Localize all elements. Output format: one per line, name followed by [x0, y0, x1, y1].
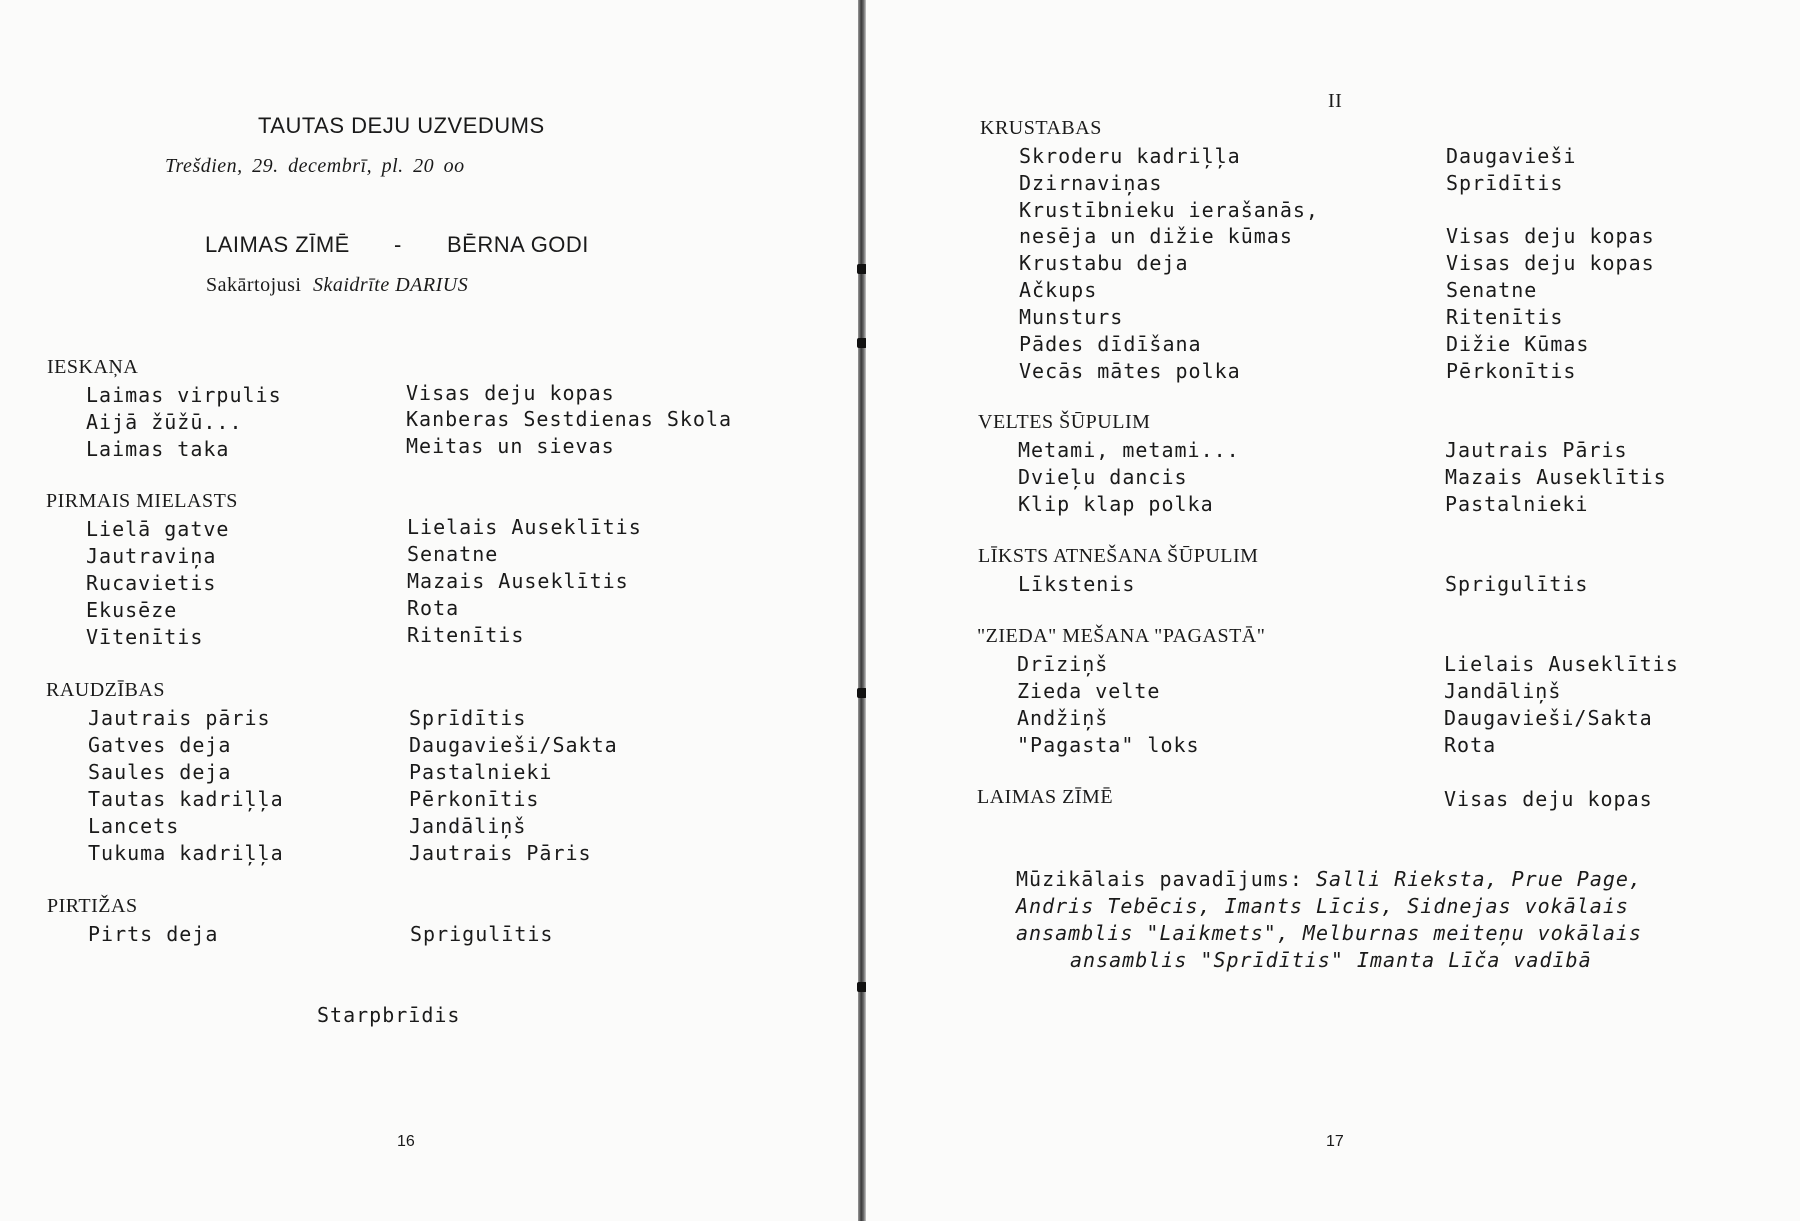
dance-group: Visas deju kopas [1444, 787, 1653, 811]
music-credit-line: Salli Rieksta, Prue Page, [1315, 867, 1642, 891]
dance-group: Ritenītis [1446, 305, 1564, 329]
dance-name: Vecās mātes polka [1019, 359, 1241, 383]
dance-group: Kanberas Sestdienas Skola [406, 407, 733, 431]
roman-numeral: II [1328, 90, 1343, 112]
subtitle-right: BĒRNA GODI [447, 232, 589, 257]
dance-group: Visas deju kopas [406, 381, 615, 405]
dance-name: Gatves deja [88, 733, 232, 757]
dance-group: Mazais Auseklītis [1445, 465, 1667, 489]
dance-name: Andžiņš [1017, 706, 1109, 730]
dance-group: Senatne [1446, 278, 1538, 302]
dance-group: Sprīdītis [409, 706, 527, 730]
music-credit-line: ansamblis "Sprīdītis" Imanta Līča vadībā [1070, 948, 1592, 972]
dance-group: Meitas un sievas [406, 434, 615, 458]
dance-group: Ritenītis [407, 623, 525, 647]
dance-group: Jandāliņš [1444, 679, 1562, 703]
dance-group: Daugavieši/Sakta [409, 733, 618, 757]
dance-name: Drīziņš [1017, 652, 1109, 676]
dance-name: Ačkups [1019, 278, 1098, 302]
dance-group: Pastalnieki [409, 760, 553, 784]
dance-name: Klip klap polka [1018, 492, 1214, 516]
intermission-label: Starpbrīdis [317, 1003, 461, 1027]
dance-group: Pērkonītis [409, 787, 540, 811]
dance-name: Krustībnieku ierašanās, [1019, 198, 1319, 222]
dance-group: Lielais Auseklītis [407, 515, 642, 539]
dance-group: Lielais Auseklītis [1444, 652, 1679, 676]
program-title: TAUTAS DEJU UZVEDUMS [258, 113, 545, 138]
section-heading: IESKAŅA [47, 356, 139, 378]
subtitle-left: LAIMAS ZĪMĒ [205, 232, 350, 257]
book-spine [858, 0, 866, 1221]
dance-name: Aijā žūžū... [86, 410, 243, 434]
section-heading: RAUDZĪBAS [46, 679, 165, 701]
dance-name: Krustabu deja [1019, 251, 1189, 275]
dance-group: Visas deju kopas [1446, 224, 1655, 248]
dance-name: Jautrais pāris [88, 706, 271, 730]
section-heading: "ZIEDA" MEŠANA "PAGASTĀ" [977, 625, 1266, 647]
dance-name: Laimas taka [86, 437, 230, 461]
section-heading: LĪKSTS ATNEŠANA ŠŪPULIM [978, 545, 1259, 567]
dance-name: Munsturs [1019, 305, 1124, 329]
dance-group: Jautrais Pāris [1445, 438, 1628, 462]
music-credits [1016, 866, 1642, 974]
dance-name: Laimas virpulis [86, 383, 282, 407]
dance-name: Lielā gatve [86, 517, 230, 541]
dance-name: Saules deja [88, 760, 232, 784]
section-heading: LAIMAS ZĪMĒ [977, 786, 1114, 808]
dance-name: Pirts deja [88, 922, 219, 946]
dance-name: "Pagasta" loks [1017, 733, 1200, 757]
section-heading: KRUSTABAS [980, 117, 1102, 139]
dance-name: Dvieļu dancis [1018, 465, 1188, 489]
dance-name: Zieda velte [1017, 679, 1161, 703]
dance-group: Daugavieši [1446, 144, 1577, 168]
dance-group: Senatne [407, 542, 499, 566]
right-page [866, 0, 1800, 1221]
subtitle-dash: - [394, 232, 402, 257]
arranged-by [206, 274, 468, 297]
dance-group: Pērkonītis [1446, 359, 1577, 383]
dance-group: Jandāliņš [409, 814, 527, 838]
date-line: Trešdien, 29. decembrī, pl. 20 oo [165, 155, 465, 177]
dance-group: Daugavieši/Sakta [1444, 706, 1653, 730]
dance-group: Visas deju kopas [1446, 251, 1655, 275]
dance-name: Līkstenis [1018, 572, 1136, 596]
dance-name: Pādes dīdīšana [1019, 332, 1202, 356]
dance-group: Rota [407, 596, 460, 620]
dance-name: nesēja un dižie kūmas [1019, 224, 1293, 248]
dance-group: Sprīdītis [1446, 171, 1564, 195]
arranged-name: Skaidrīte DARIUS [313, 274, 469, 296]
dance-group: Dižie Kūmas [1446, 332, 1590, 356]
dance-group: Sprigulītis [410, 922, 554, 946]
music-credit-line: Andris Tebēcis, Imants Līcis, Sidnejas vokālais [1016, 894, 1629, 918]
dance-group: Jautrais Pāris [409, 841, 592, 865]
dance-name: Tautas kadriļļa [88, 787, 284, 811]
dance-name: Metami, metami... [1018, 438, 1240, 462]
section-heading: VELTES ŠŪPULIM [978, 411, 1151, 433]
dance-name: Lancets [88, 814, 180, 838]
dance-group: Mazais Auseklītis [407, 569, 629, 593]
dance-name: Dzirnaviņas [1019, 171, 1163, 195]
dance-name: Tukuma kadriļļa [88, 841, 284, 865]
dance-group: Rota [1444, 733, 1497, 757]
arranged-label: Sakārtojusi [206, 274, 302, 296]
dance-name: Jautraviņa [86, 544, 217, 568]
dance-group: Sprigulītis [1445, 572, 1589, 596]
page-number: 17 [1326, 1133, 1344, 1150]
dance-group: Pastalnieki [1445, 492, 1589, 516]
left-page [0, 0, 860, 1221]
music-label: Mūzikālais pavadījums: [1016, 867, 1303, 891]
dance-name: Skroderu kadriļļa [1019, 144, 1241, 168]
page-number: 16 [397, 1133, 415, 1150]
section-heading: PIRMAIS MIELASTS [46, 490, 238, 512]
dance-name: Ekusēze [86, 598, 178, 622]
music-credit-line: ansamblis "Laikmets", Melburnas meiteņu vokālais [1016, 921, 1642, 945]
section-heading: PIRTIŽAS [47, 895, 138, 917]
dance-name: Rucavietis [86, 571, 217, 595]
dance-name: Vītenītis [86, 625, 204, 649]
